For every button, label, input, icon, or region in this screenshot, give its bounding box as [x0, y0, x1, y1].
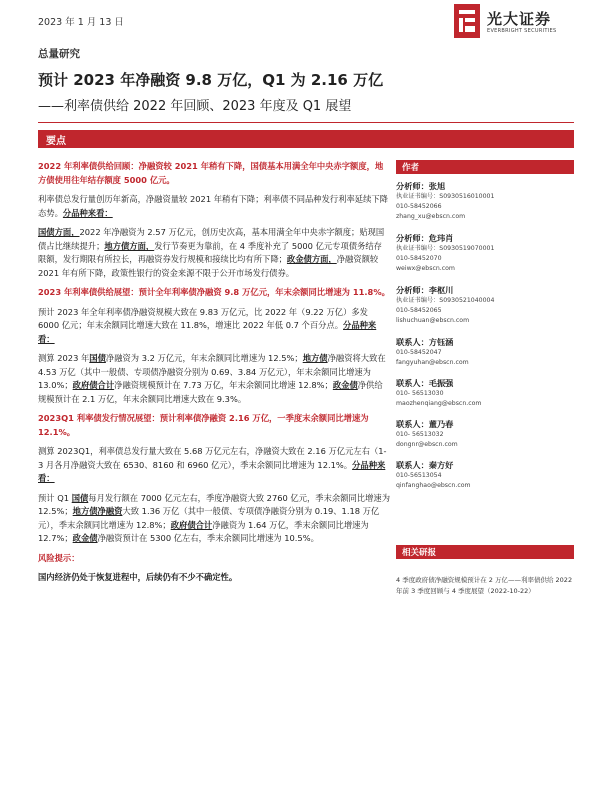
key-points-bar: [38, 130, 574, 148]
related-label: 相关研报: [402, 548, 437, 558]
contact-name: 联系人：董乃春: [396, 419, 454, 429]
analyst-name: 分析师：李枢川: [396, 285, 454, 295]
contact-name: 联系人：秦方好: [396, 460, 454, 470]
contact-email[interactable]: fangyuhan@ebscn.com: [396, 359, 469, 366]
analyst-name: 分析师：张旭: [396, 181, 446, 191]
analyst-entry: [396, 180, 574, 222]
related-research: [396, 545, 574, 597]
related-bar: [396, 545, 574, 559]
analyst-phone: 010-58452065: [396, 307, 442, 314]
contact-phone: 010-56513054: [396, 472, 442, 479]
report-date: 2023 年 1 月 13 日: [38, 17, 124, 28]
analyst-email[interactable]: weiwx@ebscn.com: [396, 265, 455, 272]
contact-entry: [396, 336, 574, 368]
analyst-email[interactable]: zhang_xu@ebscn.com: [396, 213, 466, 220]
related-report-item[interactable]: 4 季度政府债净融资规模预计在 2 万亿——利率债供给 2022 年前 3 季度回顾与 4 季度展望（2022-10-22）: [396, 576, 573, 595]
contact-email[interactable]: qinfanghao@ebscn.com: [396, 482, 471, 489]
main-content: [38, 160, 390, 591]
analyst-entry: [396, 284, 574, 326]
outlook-q1-summary: 测算 2023Q1，利率债总发行量大致在 5.68 万亿元左右，净融资大致在 2.16 万亿元左右（1-3 月各月净融资大致在 6530、8160 和 6960 亿元），季末余额同比增速为 12.1%。分品种来看：: [38, 446, 387, 483]
outlook-2023-detail: 测算 2023 年国债净融资为 3.2 万亿元，年末余额同比增速为 12.5%；地方债净融资将大致在 4.53 万亿（其中一般债、专项债净融资分别为 0.69、3.84 万亿元），年末余额同比增速为 13.0%；政府债合计净融资规模预计在 7.73 万亿，年末余额同比增速 12.8%；政金债净供给规模预计在 2.1 万亿，年末余额同比增速大致在 9.3%。: [38, 353, 386, 404]
review-2022-heading: 2022 年利率债供给回顾：净融资较 2021 年稍有下降，国债基本用满全年中央赤字额度，地方债使用往年结存额度 5000 亿元。: [38, 161, 384, 185]
author-sidebar: [396, 160, 574, 500]
key-points-label: 要点: [46, 136, 66, 147]
contact-entry: [396, 418, 574, 450]
logo-name-en: EVERBRIGHT SECURITIES: [487, 28, 557, 34]
contact-name: 联系人：毛振强: [396, 378, 454, 388]
analyst-list: [396, 180, 574, 326]
everbright-logo-icon: [454, 4, 480, 38]
review-2022-summary: 利率债总发行量创历年新高，净融资量较 2021 年稍有下降；利率债不同品种发行利率延续下降态势。分品种来看：: [38, 194, 388, 218]
analyst-email[interactable]: lishuchuan@ebscn.com: [396, 317, 470, 324]
contact-list: [396, 336, 574, 491]
logo-name-cn: 光大证券: [487, 10, 552, 28]
analyst-phone: 010-58452070: [396, 255, 442, 262]
analyst-cert: 执业证书编号：S0930519070001: [396, 245, 495, 252]
contact-entry: [396, 459, 574, 491]
contact-phone: 010- 56513030: [396, 390, 444, 397]
contact-entry: [396, 377, 574, 409]
report-category: 总量研究: [38, 48, 80, 60]
risk-text: 国内经济仍处于恢复进程中，后续仍有不少不确定性。: [38, 572, 238, 582]
review-2022-detail: 国债方面，2022 年净融资为 2.57 万亿元，创历史次高，基本用满全年中央赤字额度；贴现国债占比继续提升；地方债方面，发行节奏更为靠前，在 4 季度补充了 5000 亿元专项债务结存限额，发行期限有所拉长，再融资券发行规模和接续比均有所下降；政金债方面，净融资额较 2021 年有所下降，政策性银行的资金来源不限于公开市场发行债券。: [38, 227, 385, 278]
outlook-q1-detail: 预计 Q1 国债每月发行额在 7000 亿元左右，季度净融资大致 2760 亿元，季末余额同比增速为 12.5%；地方债净融资大致 1.36 万亿（其中一般债、专项债净融资分别为 0.19、1.18 万亿元），季末余额同比增速为 12.8%；政府债合计净融资为 1.64 万亿，季末余额同比增速为 12.7%；政金债净融资预计在 5300 亿左右，季末余额同比增速为 10.5%。: [38, 492, 390, 543]
risk-heading: 风险提示：: [38, 552, 80, 563]
authors-bar: [396, 160, 574, 174]
analyst-name: 分析师：危玮肖: [396, 233, 454, 243]
analyst-cert: 执业证书编号：S0930521040004: [396, 297, 495, 304]
contact-phone: 010-58452047: [396, 349, 442, 356]
contact-name: 联系人：方钰涵: [396, 337, 454, 347]
outlook-q1-heading: 2023Q1 利率债发行情况展望：预计利率债净融资 2.16 万亿，一季度末余额同比增速为 12.1%。: [38, 413, 369, 437]
title-divider: [38, 122, 574, 123]
report-title: 预计 2023 年净融资 9.8 万亿，Q1 为 2.16 万亿: [38, 71, 384, 89]
report-subtitle: ——利率债供给 2022 年回顾、2023 年度及 Q1 展望: [38, 99, 352, 114]
authors-label: 作者: [402, 163, 420, 173]
contact-email[interactable]: maozhenqiang@ebscn.com: [396, 400, 482, 407]
outlook-2023-summary: 预计 2023 年全年利率债净融资规模大致在 9.83 万亿元，比 2022 年（9.22 万亿）多发 6000 亿元；年末余额同比增速大致在 11.8%，增速比 2022 年低 0.7 个百分点。分品种来看：: [38, 306, 377, 344]
analyst-cert: 执业证书编号：S0930516010001: [396, 193, 495, 200]
analyst-phone: 010-58452066: [396, 203, 442, 210]
outlook-2023-heading: 2023 年利率债供给展望：预计全年利率债净融资 9.8 万亿元，年末余额同比增速为 11.8%。: [38, 287, 390, 297]
contact-email[interactable]: dongnr@ebscn.com: [396, 441, 458, 448]
contact-phone: 010- 56513032: [396, 431, 444, 438]
company-logo: [454, 4, 574, 40]
analyst-entry: [396, 232, 574, 274]
